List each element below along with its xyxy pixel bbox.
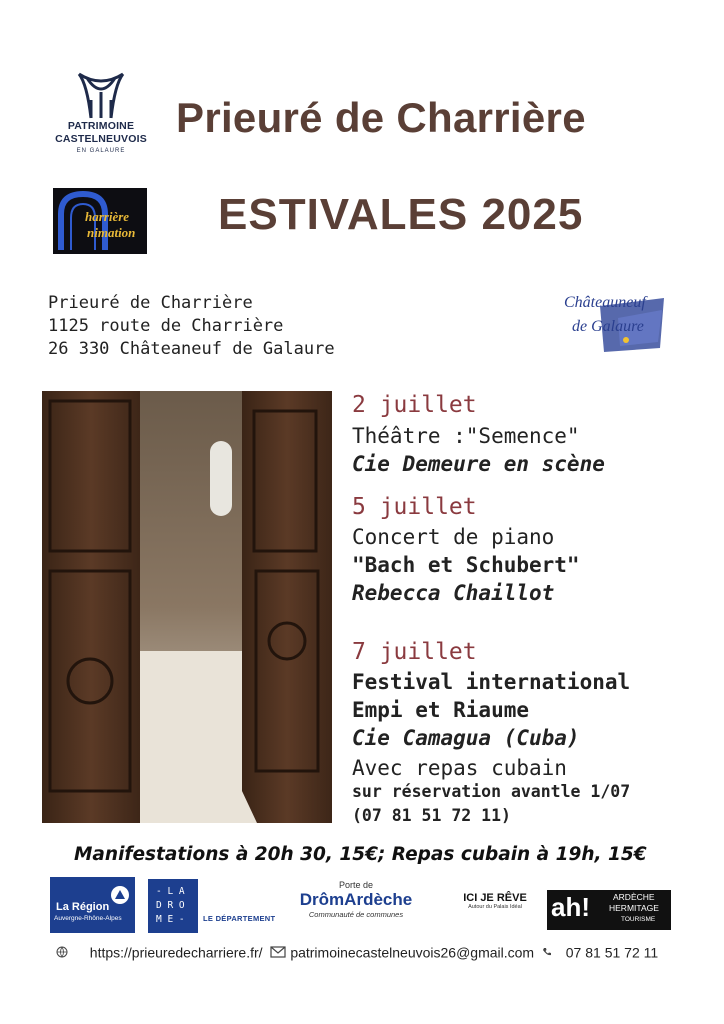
event-3-line-6: (07 81 51 72 11) [352,806,511,825]
event-2-date: 5 juillet [352,494,477,520]
event-3-line-3: Cie Camagua (Cuba) [352,726,580,750]
drome-letters-1: - L A [156,886,185,897]
ici-name: ICI JE RÊVE [463,892,527,904]
ah-line-3: TOURISME [621,916,656,923]
event-2-line-3: Rebecca Chaillot [352,581,555,605]
region-name: La Région [56,901,110,913]
ah-line-2: HERMITAGE [609,903,659,913]
dromardeche-logo [292,880,420,919]
globe-icon [56,946,68,958]
patrimoine-castelneuvois-logo [46,70,156,154]
website-link[interactable]: https://prieuredecharriere.fr/ [89,944,263,961]
ardeche-hermitage-logo [547,890,671,930]
ah-line-1: ARDÈCHE [613,892,655,902]
event-3-line-2: Empi et Riaume [352,698,530,722]
address-block [48,292,335,361]
event-1-line-1: Théâtre :"Semence" [352,424,580,448]
region-sub: Auvergne-Rhône-Alpes [54,915,122,922]
logo-line-animation: nimation [87,225,136,240]
ici-je-reve-logo [455,892,535,910]
drome-letters-2: D R O [156,900,185,911]
drome-label: LE DÉPARTEMENT [203,914,276,923]
event-2-line-2: "Bach et Schubert" [352,553,580,577]
page-title: Prieuré de Charrière [176,94,586,141]
door-illustration-icon [42,391,332,823]
event-3-line-1: Festival international [352,670,631,694]
event-1-date: 2 juillet [352,392,477,418]
dromardeche-name: DrômArdèche [299,890,413,909]
event-2-line-1: Concert de piano [352,525,555,549]
event-3-line-5: sur réservation avantle 1/07 [352,782,631,801]
address-line-1: Prieuré de Charrière [48,293,253,313]
drome-logo [148,879,198,933]
email-icon [270,945,286,959]
logo-line-en-galaure: EN GALAURE [76,148,126,154]
address-line-2: 1125 route de Charrière [48,316,284,336]
gothic-arch-logo-icon [73,70,129,120]
dromardeche-top: Porte de [338,880,374,890]
event-3-date: 7 juillet [352,639,477,665]
open-door-photo [42,391,332,823]
sponsors-row [0,876,724,936]
ah-big: ah! [551,892,590,922]
event-3-line-4: Avec repas cubain [352,756,567,780]
page-subtitle: ESTIVALES 2025 [218,190,584,239]
contact-footer [56,943,658,960]
logo-line-charriere: harrière [85,209,130,224]
phone-number[interactable]: 07 81 51 72 11 [565,944,659,961]
region-mark-icon [110,885,130,905]
dromardeche-sub: Communauté de communes [308,910,404,919]
phone-icon [542,947,552,957]
email-link[interactable]: patrimoinecastelneuvois26@gmail.com [290,944,535,961]
address-line-3: 26 330 Châteaneuf de Galaure [48,339,335,359]
logo-line-castelneuvois: CASTELNEUVOIS [55,133,147,145]
drome-letters-3: M E - [156,914,185,925]
chateauneuf-de-galaure-logo [560,288,670,356]
charriere-animation-logo [53,188,147,254]
logo-line-de-galaure: de Galaure [572,318,644,335]
region-logo [50,877,135,933]
prices-info: Manifestations à 20h 30, 15€; Repas cubain à 19h, 15€ [74,844,647,865]
logo-line-chateauneuf: Châteauneuf [564,294,646,311]
logo-line-patrimoine: PATRIMOINE [67,120,135,132]
ici-sub: Autour du Palais Idéal [468,904,522,910]
event-1-line-2: Cie Demeure en scène [352,452,605,476]
